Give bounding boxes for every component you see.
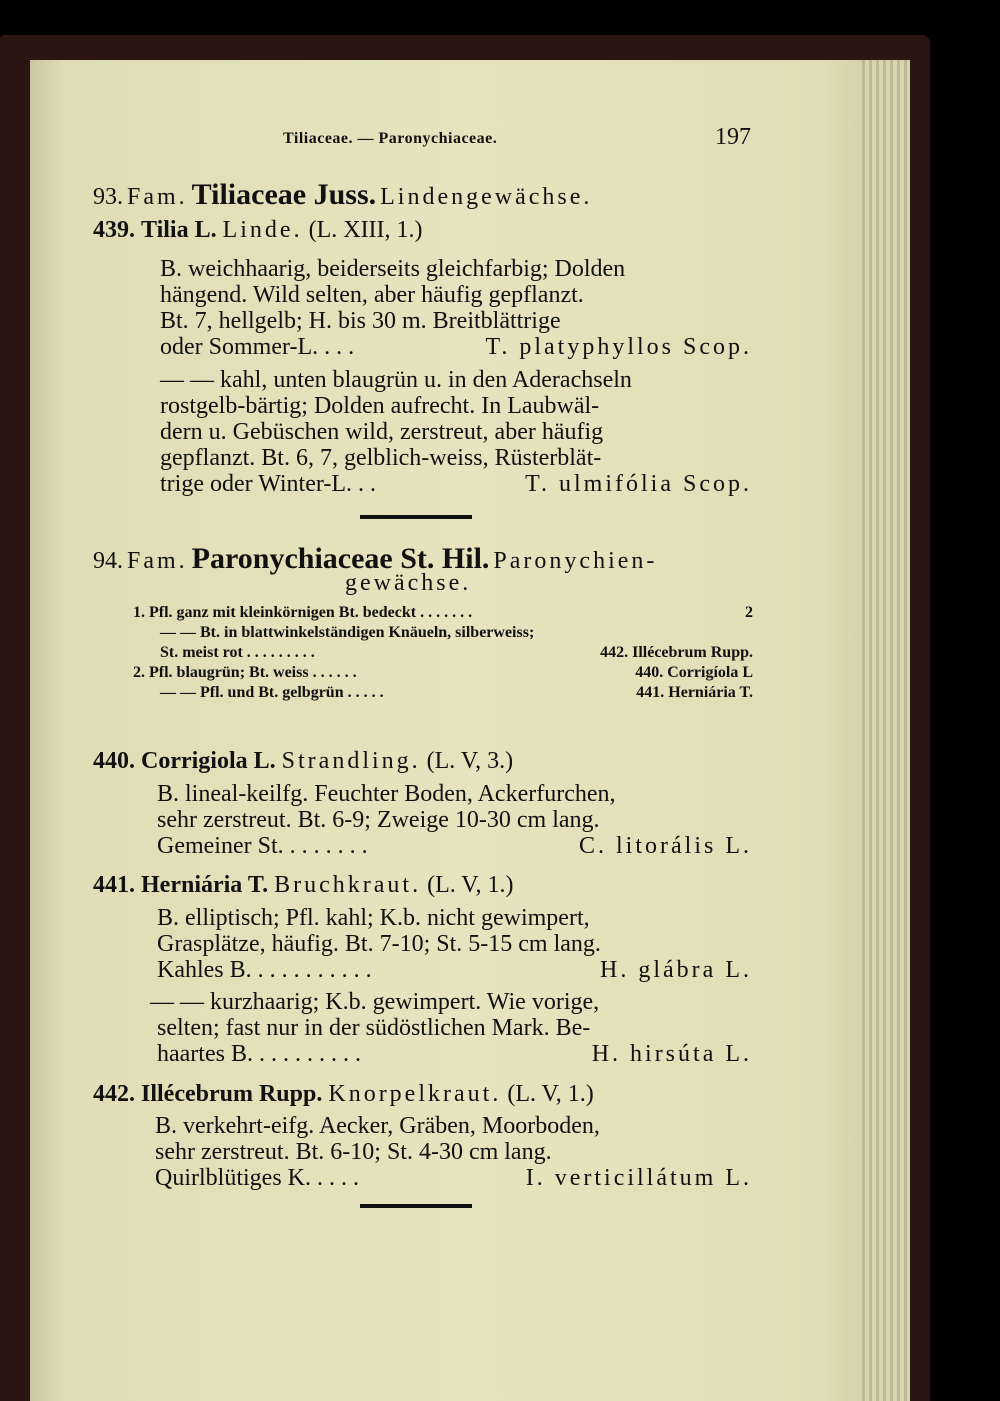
genus-common-name: Linde.	[222, 217, 303, 243]
section-divider	[360, 1204, 472, 1208]
key-text: — — Pfl. und Bt. gelbgrün . . . . .	[160, 684, 384, 701]
species-line	[157, 957, 752, 984]
genus-442-heading	[93, 1081, 594, 1108]
linnaean-class: (L. V, 1.)	[507, 1081, 594, 1107]
desc-line: Grasplätze, häufig. Bt. 7-10; St. 5-15 cm lang.	[157, 931, 601, 957]
desc-line: B. verkehrt-eifg. Aecker, Gräben, Moorboden,	[155, 1113, 600, 1139]
species-line	[160, 334, 752, 361]
genus-name: Illécebrum Rupp.	[141, 1081, 323, 1107]
species-line	[157, 1041, 752, 1068]
desc-line: — — kurzhaarig; K.b. gewimpert. Wie vorige,	[150, 989, 600, 1015]
key-target: 2	[745, 604, 753, 621]
key-row	[160, 644, 753, 662]
desc-line: dern u. Gebüschen wild, zerstreut, aber häufig	[160, 419, 604, 445]
common-name: haartes B. . . . . . . . . .	[157, 1041, 361, 1067]
common-name: trige oder Winter-L. . .	[160, 471, 377, 497]
key-target: 441. Herniária T.	[636, 684, 753, 701]
genus-number: 441.	[93, 872, 135, 898]
family-number: 94.	[93, 548, 123, 574]
page-gutter	[862, 60, 910, 1401]
family-label: Fam.	[127, 184, 188, 210]
family-name: Tiliaceae Juss.	[191, 178, 377, 211]
genus-common-name: Strandling.	[281, 748, 421, 774]
desc-line: — — kahl, unten blaugrün u. in den Aderachseln	[160, 367, 632, 393]
section-divider	[360, 515, 472, 519]
desc-line: sehr zerstreut. Bt. 6-9; Zweige 10-30 cm lang.	[157, 807, 600, 833]
species-name: H. glábra L.	[600, 957, 752, 983]
genus-common-name: Bruchkraut.	[274, 872, 422, 898]
genus-name: Tilia L.	[141, 217, 217, 243]
page-number: 197	[715, 124, 751, 150]
key-row	[160, 684, 753, 702]
linnaean-class: (L. XIII, 1.)	[308, 217, 423, 243]
key-text: 2. Pfl. blaugrün; Bt. weiss . . . . . .	[133, 664, 357, 681]
family-93-heading	[93, 178, 753, 212]
linnaean-class: (L. V, 3.)	[426, 748, 514, 774]
desc-line: rostgelb-bärtig; Dolden aufrecht. In Laubwäl-	[160, 393, 600, 419]
species-name: T. ulmifólia Scop.	[525, 471, 752, 497]
family-name: Paronychiaceae St. Hil.	[191, 542, 490, 575]
species-name: I. verticillátum L.	[525, 1165, 752, 1191]
desc-line: hängend. Wild selten, aber häufig gepflanzt.	[160, 282, 584, 308]
family-common-name: Lindengewächse.	[380, 184, 593, 210]
genus-439-heading	[93, 217, 423, 244]
key-text: 1. Pfl. ganz mit kleinkörnigen Bt. bedeckt . . . . . . .	[133, 604, 473, 621]
species-line	[155, 1165, 752, 1192]
running-head: Tiliaceae. — Paronychiaceae.	[283, 130, 498, 147]
genus-name: Corrigiola L.	[141, 748, 276, 774]
family-number: 93.	[93, 184, 123, 210]
common-name: Quirlblütiges K. . . . .	[155, 1165, 359, 1191]
family-common-name: Paronychien-	[493, 548, 658, 574]
species-name: C. litorális L.	[579, 833, 752, 859]
desc-line: selten; fast nur in der südöstlichen Mark. Be-	[157, 1015, 591, 1041]
key-target: 440. Corrigíola L	[635, 664, 753, 681]
key-row	[133, 664, 753, 682]
key-text: St. meist rot . . . . . . . . .	[160, 644, 315, 661]
family-label: Fam.	[127, 548, 188, 574]
desc-line: B. lineal-keilfg. Feuchter Boden, Ackerfurchen,	[157, 781, 616, 807]
genus-440-heading	[93, 748, 513, 775]
common-name: oder Sommer-L. . . .	[160, 334, 355, 360]
linnaean-class: (L. V, 1.)	[427, 872, 514, 898]
genus-number: 439.	[93, 217, 135, 243]
genus-number: 442.	[93, 1081, 135, 1107]
genus-441-heading	[93, 872, 514, 899]
species-line	[160, 471, 752, 498]
desc-line: Bt. 7, hellgelb; H. bis 30 m. Breitblättrige	[160, 308, 561, 334]
genus-number: 440.	[93, 748, 135, 774]
family-common-name-cont: gewächse.	[345, 570, 472, 596]
key-target: 442. Illécebrum Rupp.	[600, 644, 753, 661]
species-name: T. platyphyllos Scop.	[485, 334, 752, 360]
key-text: — — Bt. in blattwinkelständigen Knäueln, silberweiss;	[160, 624, 535, 641]
desc-line: sehr zerstreut. Bt. 6-10; St. 4-30 cm lang.	[155, 1139, 552, 1165]
desc-line: B. weichhaarig, beiderseits gleichfarbig; Dolden	[160, 256, 626, 282]
desc-line: gepflanzt. Bt. 6, 7, gelblich-weiss, Rüsterblät-	[160, 445, 602, 471]
key-row	[133, 604, 753, 622]
species-name: H. hirsúta L.	[591, 1041, 752, 1067]
genus-name: Herniária T.	[141, 872, 269, 898]
common-name: Gemeiner St. . . . . . . .	[157, 833, 368, 859]
species-line	[157, 833, 752, 860]
key-row	[160, 624, 753, 642]
common-name: Kahles B. . . . . . . . . . .	[157, 957, 372, 983]
desc-line: B. elliptisch; Pfl. kahl; K.b. nicht gewimpert,	[157, 905, 590, 931]
genus-common-name: Knorpelkraut.	[328, 1081, 502, 1107]
